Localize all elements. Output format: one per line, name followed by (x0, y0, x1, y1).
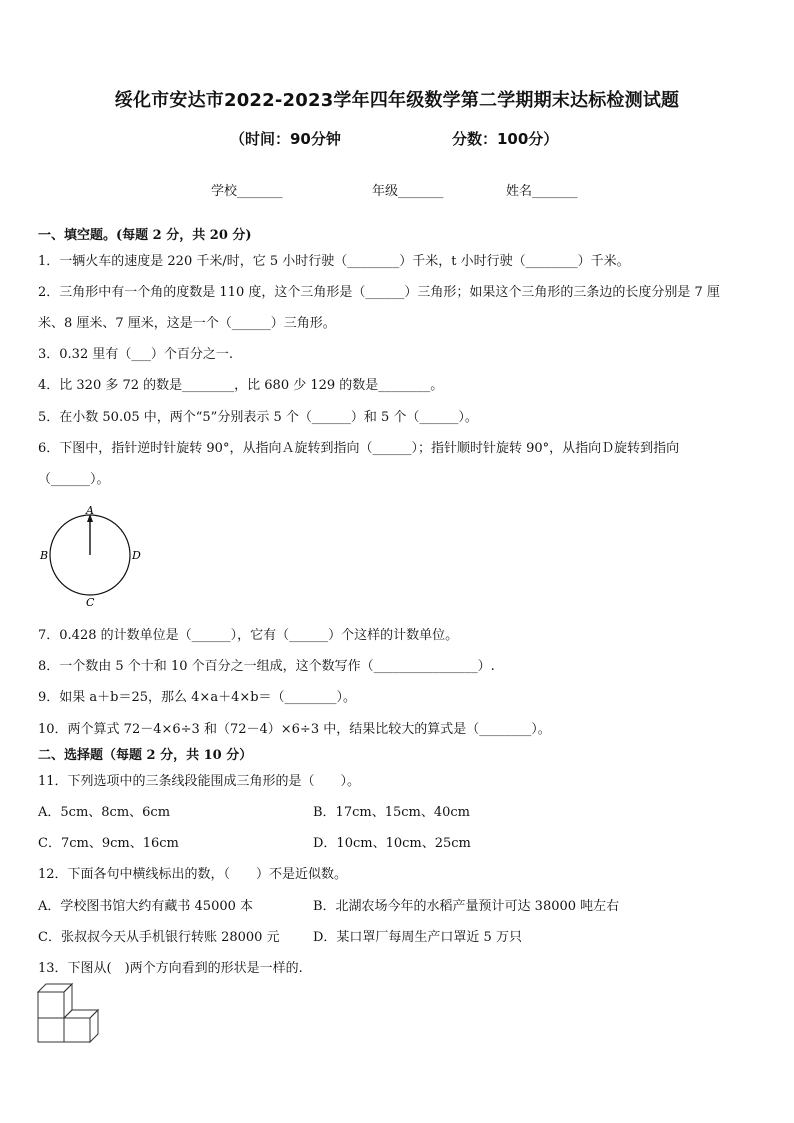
question-7: 7．0.428 的计数单位是（______），它有（______）个这样的计数单位。 (38, 628, 459, 643)
q12-option-b: B．北湖农场今年的水稻产量预计可达 38000 吨左右 (313, 899, 620, 914)
dial-label-b: B (40, 549, 49, 562)
dial-label-a: A (86, 504, 94, 517)
question-6-continued: （______）。 (38, 472, 110, 487)
question-2-continued: 米、8 厘米、7 厘米，这是一个（______）三角形。 (38, 316, 336, 331)
cube-top-face (64, 1010, 98, 1018)
question-9: 9．如果 a＋b＝25，那么 4×a＋4×b＝（________）。 (38, 690, 357, 705)
dial-label-c: C (86, 596, 95, 609)
school-field: 学校_______ (211, 184, 283, 199)
cube-side-face (90, 1010, 98, 1042)
q11-option-c: C．7cm、9cm、16cm (38, 836, 179, 851)
q11-option-a: A．5cm、8cm、6cm (38, 805, 171, 820)
question-8: 8．一个数由 5 个十和 10 个百分之一组成，这个数写作（________________）. (38, 659, 495, 674)
cube-stack-figure (34, 980, 110, 1046)
cube-top-face (38, 984, 72, 992)
q12-option-d: D．某口罩厂每周生产口罩近 5 万只 (313, 930, 522, 945)
question-13: 13．下图从( )两个方向看到的形状是一样的. (38, 961, 303, 976)
section-choice-heading: 二、选择题（每题 2 分，共 10 分） (38, 748, 253, 763)
question-12: 12．下面各句中横线标出的数，（ ）不是近似数。 (38, 867, 348, 882)
question-10: 10．两个算式 72－4×6÷3 和（72－4）×6÷3 中，结果比较大的算式是（________）。 (38, 722, 551, 737)
exam-time: （时间：90分钟 (230, 130, 341, 148)
cube-front-face (64, 1018, 90, 1042)
question-3: 3．0.32 里有（___）个百分之一. (38, 347, 233, 362)
exam-score: 分数：100分） (452, 130, 559, 148)
question-4: 4．比 320 多 72 的数是________，比 680 少 129 的数是________。 (38, 378, 444, 393)
q11-option-b: B．17cm、15cm、40cm (313, 805, 471, 820)
q11-option-d: D．10cm、10cm、25cm (313, 836, 471, 851)
question-1: 1．一辆火车的速度是 220 千米/时，它 5 小时行驶（________）千米，t 小时行驶（________）千米。 (38, 254, 630, 269)
dial-label-d: D (132, 549, 141, 562)
q12-option-a: A．学校图书馆大约有藏书 45000 本 (38, 899, 254, 914)
name-field: 姓名_______ (506, 184, 578, 199)
grade-field: 年级_______ (372, 184, 444, 199)
q12-option-c: C．张叔叔今天从手机银行转账 28000 元 (38, 930, 280, 945)
question-6: 6．下图中，指针逆时针旋转 90°，从指向Ａ旋转到指向（______）；指针顺时针旋转 90°，从指向Ｄ旋转到指向 (38, 441, 680, 456)
cube-front-face (38, 992, 64, 1018)
question-11: 11．下列选项中的三条线段能围成三角形的是（ ）。 (38, 774, 361, 789)
section-fill-blank-heading: 一、填空题。(每题 2 分，共 20 分) (38, 228, 252, 243)
page-title: 绥化市安达市2022-2023学年四年级数学第二学期期末达标检测试题 (114, 90, 680, 111)
question-2: 2．三角形中有一个角的度数是 110 度，这个三角形是（______）三角形；如果这个三角形的三条边的长度分别是 7 厘 (38, 285, 720, 300)
cube-front-face (38, 1018, 64, 1042)
question-5: 5．在小数 50.05 中，两个“5”分别表示 5 个（______）和 5 个（______）。 (38, 410, 478, 425)
compass-dial-figure (34, 502, 146, 612)
cube-side-face (64, 984, 72, 1018)
